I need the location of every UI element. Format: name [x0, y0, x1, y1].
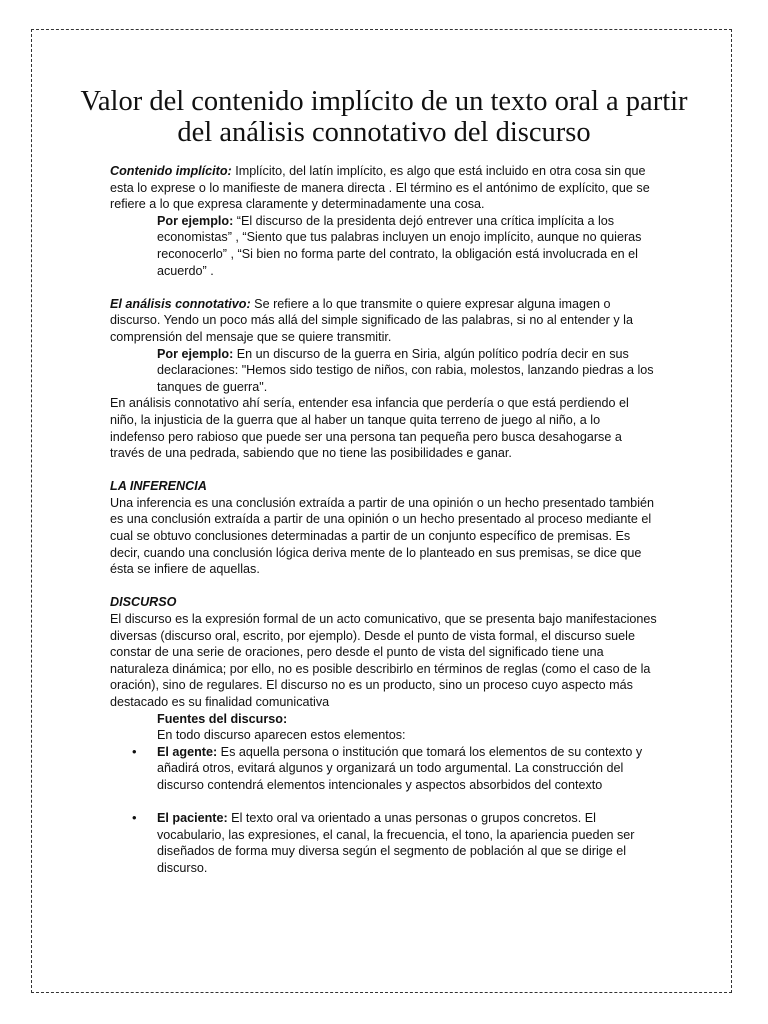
spacer [110, 794, 658, 811]
inference-text: Una inferencia es una conclusión extraída a partir de una opinión o un hecho presentado también es una conclusión extraída a partir de una opinión o un hecho presentado al proceso mediante el cual se obtuvo conclusiones determinadas a partir de un conjunto específico de premisas. Es decir, cuando una conclusión lógica deriva mente de lo planteado en sus premisas, se dice que ésta se infiere de aquellas. [110, 495, 654, 577]
implicit-example-text: “El discurso de la presidenta dejó entrever una crítica implícita a los economistas” , “Siento que tus palabras incluyen un enojo implícito, aunque no quieras reconocerlo” , “Si bien no forma parte del contrato, la obligación está involucrada en el acuerdo” . [157, 213, 642, 278]
implicit-text: Implícito, del latín implícito, es algo que está incluido en otra cosa sin que esta lo exprese o lo manifieste de manera directa . El término es el antónimo de explícito, que se refiere a lo que expresa claramente y determinadamente una cosa. [110, 164, 650, 212]
spacer [110, 279, 658, 296]
patient-label: El paciente: [157, 811, 228, 826]
implicit-term: Contenido implícito: [110, 164, 232, 178]
connotative-text: Se refiere a lo que transmite o quiere expresar alguna imagen o discurso. Yendo un poco más allá del simple significado de las palabras, si no al entender y la comprensión del mensaje que se quiere transmitir. [110, 296, 633, 344]
bullet-icon: • [132, 810, 137, 826]
list-item-patient [110, 810, 658, 876]
discourse-text: El discurso es la expresión formal de un acto comunicativo, que se presenta bajo manifestaciones diversas (discurso oral, escrito, por ejemplo). Desde el punto de vista formal, el discurso suele constar de una serie de oraciones, pero desde el punto de vista del significado tiene una naturaleza dinámica; por ello, no es posible describirlo en términos de reglas (como el caso de la oración), sino de regulares. El discurso no es un producto, sino un proceso cuyo aspecto más destacado es su finalidad comunicativa [110, 612, 657, 709]
agent-label: El agente: [157, 744, 218, 759]
implicit-example-label: Por ejemplo: [157, 213, 234, 228]
document-body [110, 163, 658, 877]
agent-text: Es aquella persona o institución que tomará los elementos de su contexto y añadirá otros, evitará algunos y organizará un todo argumental. La construcción del discurso contendrá elementos intencionales y aspectos absorbidos del contexto [157, 744, 643, 792]
implicit-definition [110, 163, 658, 213]
discourse-sources-heading: Fuentes del discurso: [157, 711, 288, 726]
patient-text: El texto oral va orientado a unas personas o grupos concretos. El vocabulario, las expresiones, el canal, la frecuencia, el tono, la apariencia pueden ser diseñados de forma muy diversa según el segmento de población al que se dirige el discurso. [157, 811, 635, 875]
connotative-analysis: En análisis connotativo ahí sería, entender esa infancia que perdería o que está perdiendo el niño, la injusticia de la guerra que al haber un tanque quita terreno de juego al niño, a lo indefenso pero rabioso que puede ser una persona tan pequeña pero busca desahogarse a través de una pedrada, sabiendo que no tiene las posibilidades e ganar. [110, 396, 629, 461]
connotative-definition [110, 296, 658, 346]
connotative-example [110, 346, 658, 396]
discourse-elements-list [110, 744, 658, 877]
document-title: Valor del contenido implícito de un texto oral a partir del análisis connotativo del discurso [80, 86, 688, 148]
connotative-example-text: En un discurso de la guerra en Siria, algún político podría decir en sus declaraciones: "Hemos sido testigo de niños, con rabia, molestos, lanzando piedras a los tanques de guerra". [157, 346, 654, 394]
bullet-icon: • [132, 743, 137, 759]
implicit-example [110, 213, 658, 279]
spacer [110, 578, 658, 595]
connotative-term: El análisis connotativo: [110, 296, 251, 311]
connotative-example-label: Por ejemplo: [157, 346, 234, 361]
discourse-sources-intro: En todo discurso aparecen estos elementos: [157, 728, 406, 743]
list-item-agent [110, 744, 658, 794]
spacer [110, 462, 658, 479]
inference-heading: LA INFERENCIA [110, 479, 207, 494]
discourse-heading: DISCURSO [110, 595, 177, 610]
